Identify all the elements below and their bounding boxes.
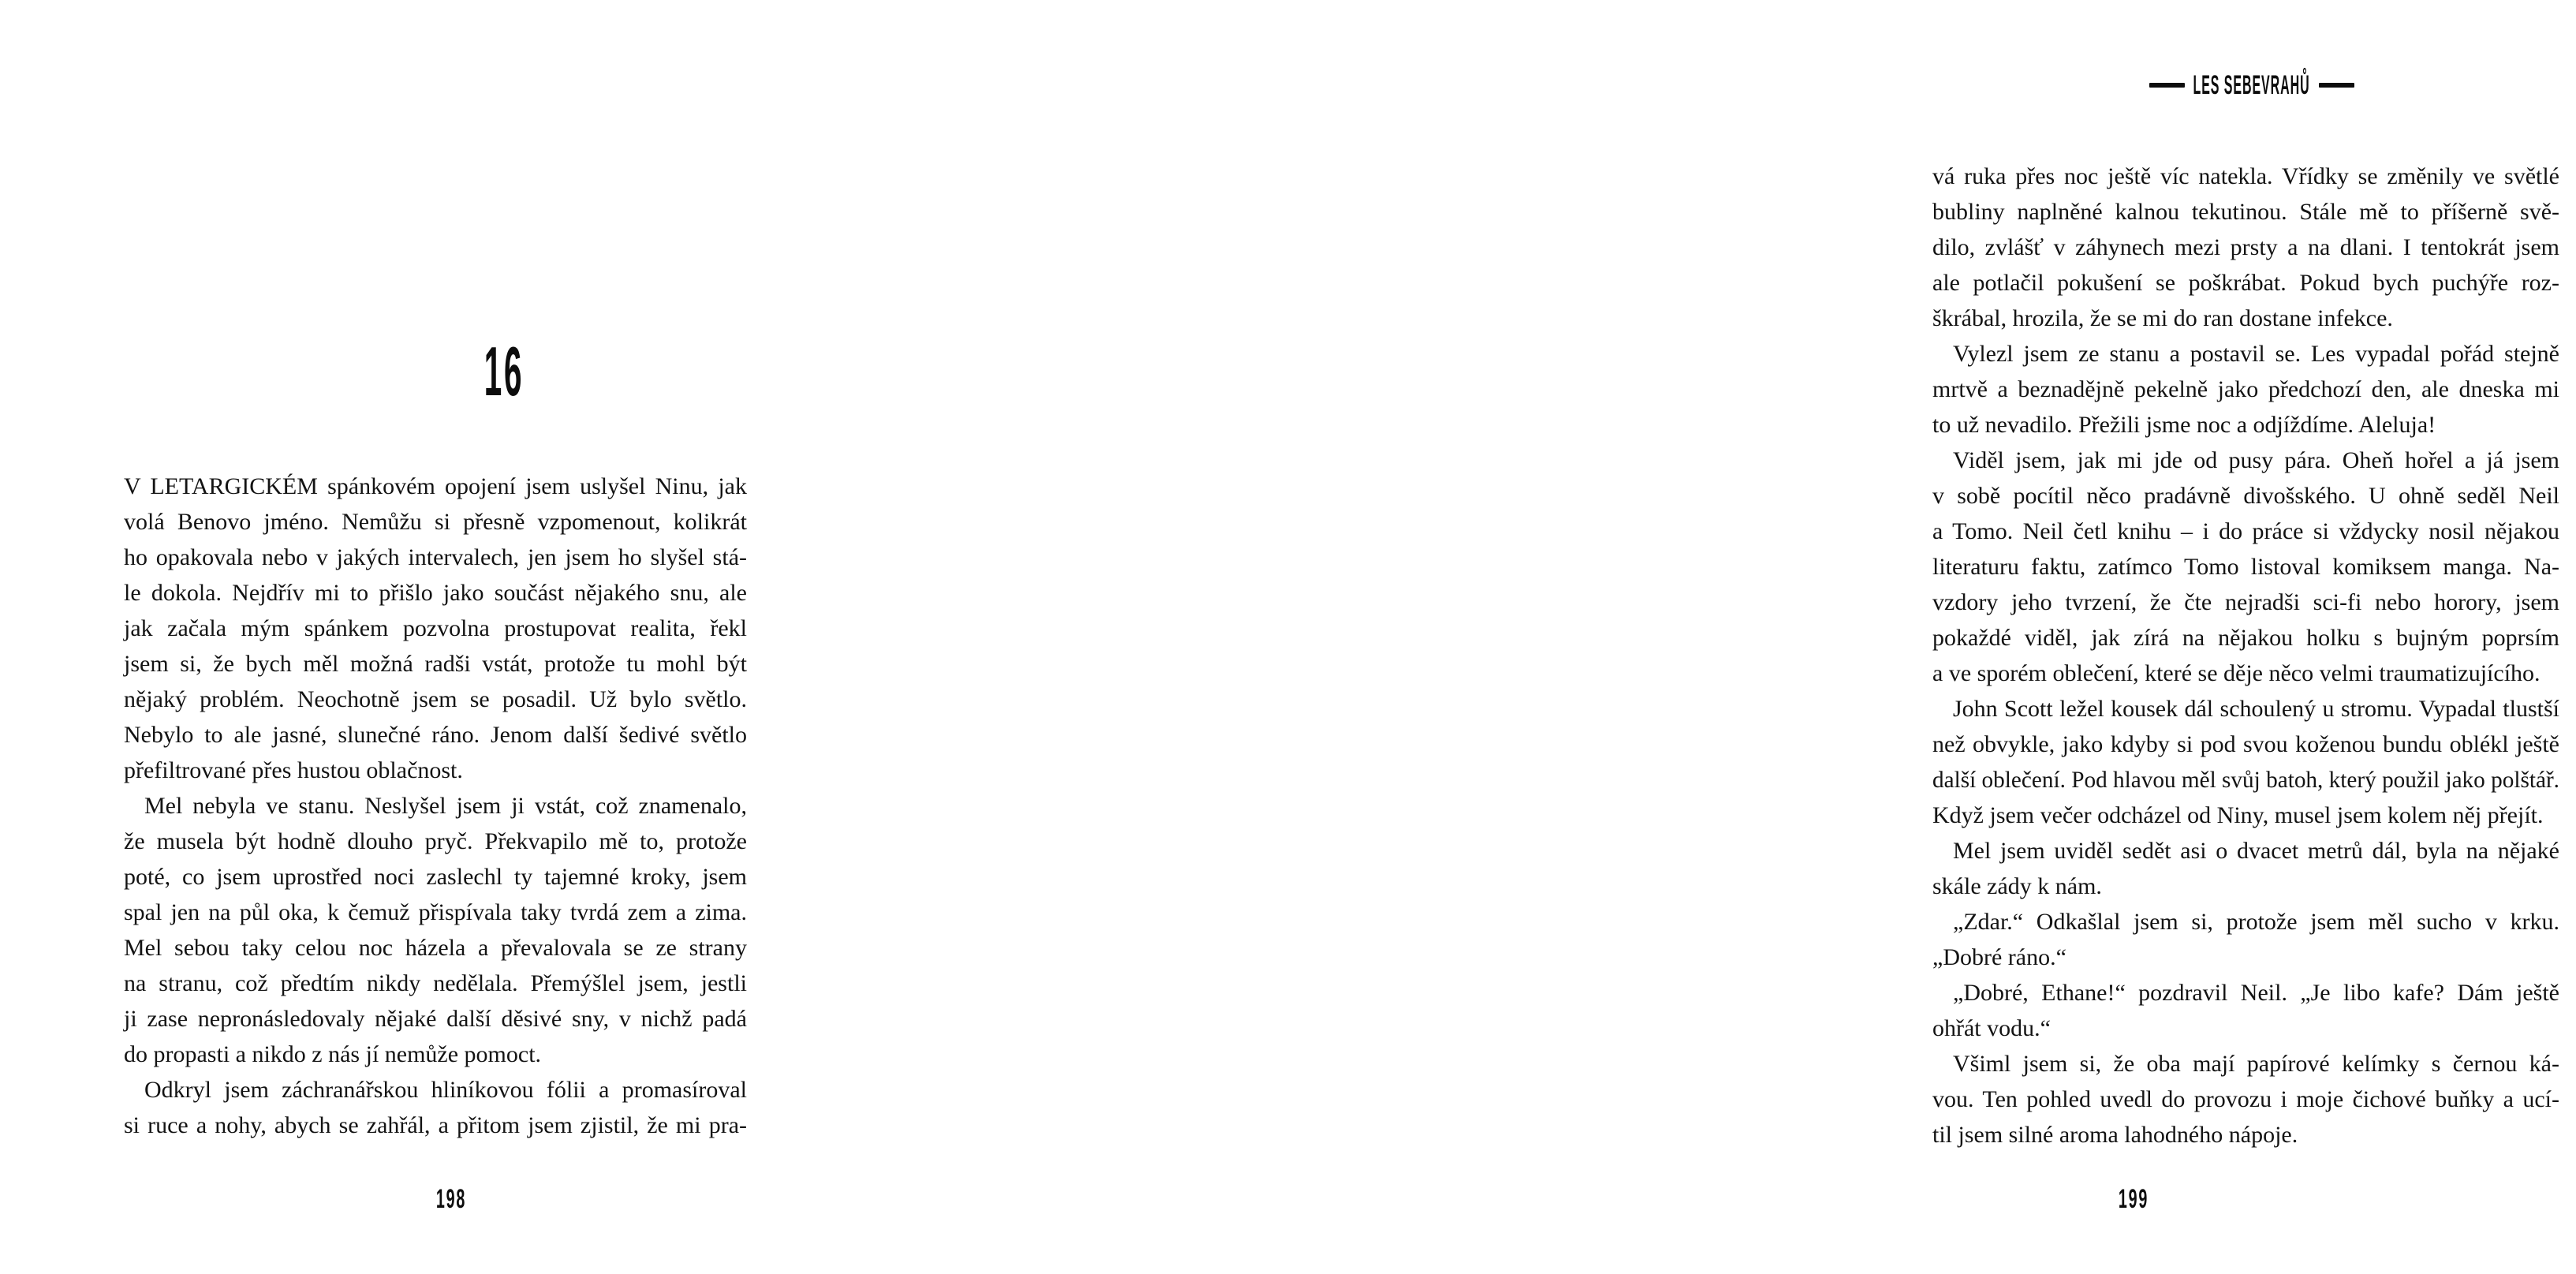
page-left [0, 0, 901, 1274]
text-line: si ruce a nohy, abych se zahřál, a přitom jsem zjistil, že mi pra- [124, 1112, 747, 1138]
text-line: Vylezl jsem ze stanu a postavil se. Les vypadal pořád stejně [1953, 341, 2559, 367]
text-line: ale potlačil pokušení se poškrábat. Pokud bych puchýře roz- [1932, 270, 2559, 296]
text-line: „Zdar.“ Odkašlal jsem si, protože jsem měl sucho v krku. [1953, 909, 2559, 935]
text-line: skále zády k nám. [1932, 873, 2102, 899]
page-number-right: 199 [2118, 1184, 2149, 1214]
text-line: a ve sporém oblečení, které se děje něco velmi traumatizujícího. [1932, 660, 2541, 686]
text-line: mrtvě a beznadějně pekelně jako předchozí den, ale dneska mi [1932, 376, 2559, 402]
text-line: Odkryl jsem záchranářskou hliníkovou fólii a promasíroval [144, 1077, 747, 1103]
text-line: bubliny naplněné kalnou tekutinou. Stále mě to příšerně svě- [1932, 199, 2559, 225]
header-rule-right-icon [2319, 83, 2354, 88]
text-line: Když jsem večer odcházel od Niny, musel jsem kolem něj přejít. [1932, 802, 2544, 828]
header-rule-left-icon [2149, 83, 2185, 88]
text-line: „Dobré ráno.“ [1932, 944, 2066, 970]
text-line: ji zase nepronásledovaly nějaké další děsivé sny, v nichž padá [124, 1006, 747, 1032]
text-line: v sobě pocítil něco pradávně divošského. U ohně seděl Neil [1932, 483, 2559, 509]
text-line: John Scott ležel kousek dál schoulený u stromu. Vypadal tlustší [1953, 696, 2559, 722]
text-line: ho opakovala nebo v jakých intervalech, jen jsem ho slyšel stá- [124, 544, 747, 570]
text-line: literaturu faktu, zatímco Tomo listoval komiksem manga. Na- [1932, 554, 2559, 580]
text-line: vou. Ten pohled uvedl do provozu i moje čichové buňky a ucí- [1932, 1086, 2559, 1112]
text-line: Viděl jsem, jak mi jde od pusy pára. Oheň hořel a já jsem [1953, 447, 2559, 473]
text-line: přefiltrované přes hustou oblačnost. [124, 757, 463, 783]
text-line: volá Benovo jméno. Nemůžu si přesně vzpomenout, kolikrát [124, 509, 747, 535]
text-line: le dokola. Nejdřív mi to přišlo jako součást nějakého snu, ale [124, 580, 747, 606]
text-line: poté, co jsem uprostřed noci zaslechl ty tajemné kroky, jsem [124, 864, 747, 890]
right-text-block [1932, 159, 2559, 1153]
text-line: vzdory jeho tvrzení, že čte nejradši sci-fi nebo horory, jsem [1932, 589, 2559, 615]
text-line: na stranu, což předtím nikdy nedělala. Přemýšlel jsem, jestli [124, 970, 747, 996]
text-line: Mel sebou taky celou noc házela a převalovala se ze strany [124, 935, 747, 961]
text-line: „Dobré, Ethane!“ pozdravil Neil. „Je libo kafe? Dám ještě [1953, 980, 2559, 1006]
text-line: vá ruka přes noc ještě víc natekla. Vřídky se změnily ve světlé [1932, 163, 2559, 189]
text-line: to už nevadilo. Přežili jsme noc a odjíždíme. Aleluja! [1932, 412, 2436, 438]
text-line: Všiml jsem si, že oba mají papírové kelímky s černou ká- [1953, 1051, 2559, 1077]
page-right [901, 0, 2559, 1274]
text-line: než obvykle, jako kdyby si pod svou koženou bundu oblékl ještě [1932, 731, 2559, 757]
text-line: jak začala mým spánkem pozvolna prostupovat realita, řekl [124, 615, 747, 641]
text-line: V LETARGICKÉM spánkovém opojení jsem uslyšel Ninu, jak [124, 473, 747, 499]
text-line: dilo, zvlášť v záhynech mezi prsty a na dlani. I tentokrát jsem [1932, 234, 2559, 260]
chapter-number: 16 [483, 332, 525, 410]
running-header [2149, 70, 2354, 100]
text-line: ohřát vodu.“ [1932, 1015, 2051, 1041]
text-line: jsem si, že bych měl možná radši vstát, protože tu mohl být [124, 651, 747, 677]
text-line: další oblečení. Pod hlavou měl svůj batoh, který použil jako polštář. [1932, 767, 2559, 793]
left-text-block [124, 469, 747, 1143]
running-header-title: LES SEBEVRAHŮ [2193, 70, 2311, 100]
text-line: Mel nebyla ve stanu. Neslyšel jsem ji vstát, což znamenalo, [144, 793, 747, 819]
text-line: nějaký problém. Neochotně jsem se posadil. Už bylo světlo. [124, 686, 747, 712]
text-line: Mel jsem uviděl sedět asi o dvacet metrů dál, byla na nějaké [1953, 838, 2559, 864]
text-line: spal jen na půl oka, k čemuž přispívala taky tvrdá zem a zima. [124, 899, 747, 925]
text-line: pokaždé viděl, jak zírá na nějakou holku s bujným poprsím [1932, 625, 2559, 651]
text-line: til jsem silné aroma lahodného nápoje. [1932, 1122, 2298, 1148]
text-line: a Tomo. Neil četl knihu – i do práce si vždycky nosil nějakou [1932, 518, 2559, 544]
text-line: že musela být hodně dlouho pryč. Překvapilo mě to, protože [124, 828, 747, 854]
text-line: do propasti a nikdo z nás jí nemůže pomoct. [124, 1041, 542, 1067]
text-line: škrábal, hrozila, že se mi do ran dostane infekce. [1932, 305, 2393, 331]
page-number-left: 198 [435, 1184, 467, 1214]
text-line: Nebylo to ale jasné, slunečné ráno. Jenom další šedivé světlo [124, 722, 747, 748]
